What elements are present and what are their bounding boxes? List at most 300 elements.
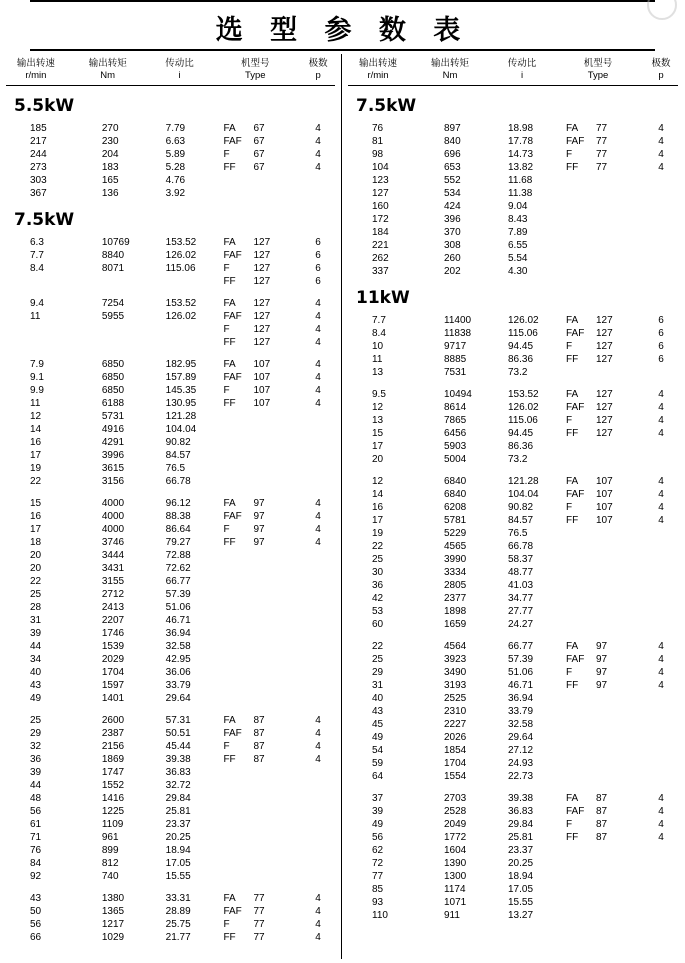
cell-output-torque: 3193 xyxy=(444,679,467,691)
table-row xyxy=(342,870,684,883)
cell-ratio: 36.94 xyxy=(165,627,191,639)
cell-type xyxy=(215,831,295,844)
cell-ratio: 84.57 xyxy=(165,449,191,461)
cell-poles xyxy=(638,440,684,453)
cell-type xyxy=(215,870,295,883)
cell-type xyxy=(558,488,638,501)
cell-poles xyxy=(638,909,684,922)
cell-type-size: 127 xyxy=(596,314,613,326)
cell-type-prefix: FAF xyxy=(566,805,585,817)
cell-type xyxy=(215,692,295,705)
table-row xyxy=(342,909,684,922)
cell-ratio: 57.39 xyxy=(165,588,191,600)
cell-type-prefix: FF xyxy=(223,397,236,409)
cell-type-size: 67 xyxy=(253,161,265,173)
cell-output-torque: 1746 xyxy=(101,627,125,639)
cell-output-torque: 2049 xyxy=(444,818,467,830)
group-spacer xyxy=(0,705,341,714)
cell-output-torque: 552 xyxy=(444,174,461,186)
cell-type xyxy=(215,297,295,310)
cell-ratio: 88.38 xyxy=(165,510,191,522)
cell-output-speed: 98 xyxy=(372,148,384,160)
cell-type-prefix: F xyxy=(566,666,573,678)
cell-output-torque: 2377 xyxy=(444,592,467,604)
cell-poles: 6 xyxy=(315,262,321,274)
cell-output-torque: 2528 xyxy=(444,805,467,817)
cell-type xyxy=(215,475,295,488)
cell-poles xyxy=(295,475,341,488)
table-row xyxy=(0,449,341,462)
cell-output-torque: 270 xyxy=(101,122,119,134)
cell-ratio: 18.98 xyxy=(508,122,534,134)
cell-poles: 4 xyxy=(315,523,321,535)
cell-output-speed: 262 xyxy=(372,252,389,264)
cell-ratio: 153.52 xyxy=(165,297,197,309)
cell-type-prefix: FA xyxy=(223,714,236,726)
cell-type-prefix: FA xyxy=(566,388,579,400)
cell-output-speed: 18 xyxy=(30,536,42,548)
table-row xyxy=(0,931,341,944)
cell-type-size: 77 xyxy=(253,905,265,917)
cell-poles: 4 xyxy=(315,323,321,335)
cell-poles xyxy=(638,883,684,896)
cell-type xyxy=(558,453,638,466)
cell-ratio: 13.27 xyxy=(508,909,534,921)
cell-ratio: 36.83 xyxy=(165,766,191,778)
cell-type-prefix: FF xyxy=(566,831,579,843)
cell-type xyxy=(558,857,638,870)
table-row xyxy=(0,187,341,200)
row-group xyxy=(0,358,341,488)
table-row xyxy=(0,766,341,779)
table-row xyxy=(0,892,341,905)
cell-poles: 4 xyxy=(315,310,321,322)
cell-ratio: 11.68 xyxy=(508,174,533,186)
table-row xyxy=(0,536,341,549)
cell-type xyxy=(215,753,295,766)
cell-output-speed: 77 xyxy=(372,870,384,882)
table-row xyxy=(0,740,341,753)
cell-poles xyxy=(638,540,684,553)
cell-ratio: 39.38 xyxy=(165,753,191,765)
cell-poles xyxy=(638,252,684,265)
table-row xyxy=(342,553,684,566)
cell-type-size: 127 xyxy=(253,336,271,348)
cell-output-speed: 56 xyxy=(30,805,42,817)
table-row xyxy=(342,200,684,213)
cell-output-speed: 25 xyxy=(30,714,42,726)
cell-type xyxy=(215,727,295,740)
cell-output-torque: 6850 xyxy=(101,371,125,383)
cell-type xyxy=(558,692,638,705)
cell-type xyxy=(215,174,295,187)
cell-output-torque: 2227 xyxy=(444,718,467,730)
cell-type xyxy=(558,909,638,922)
power-heading: 11kW xyxy=(356,287,410,308)
cell-poles xyxy=(638,618,684,631)
table-row xyxy=(0,236,341,249)
cell-type xyxy=(215,666,295,679)
table-row xyxy=(342,501,684,514)
right-column-body xyxy=(342,96,684,922)
cell-type-size: 127 xyxy=(253,297,271,309)
table-row xyxy=(342,566,684,579)
cell-output-speed: 221 xyxy=(372,239,389,251)
cell-output-torque: 911 xyxy=(444,909,460,921)
cell-ratio: 182.95 xyxy=(165,358,197,370)
cell-type xyxy=(558,514,638,527)
cell-type-size: 87 xyxy=(253,714,265,726)
cell-type xyxy=(558,844,638,857)
cell-output-torque: 7531 xyxy=(444,366,467,378)
cell-type-size: 67 xyxy=(253,148,265,160)
header-ratio-en: i xyxy=(178,69,181,81)
cell-ratio: 79.27 xyxy=(165,536,191,548)
cell-poles xyxy=(295,653,341,666)
cell-type-size: 77 xyxy=(596,148,608,160)
cell-poles: 4 xyxy=(658,161,664,173)
cell-type-prefix: FAF xyxy=(566,653,585,665)
cell-ratio: 32.58 xyxy=(508,718,534,730)
cell-output-torque: 3996 xyxy=(101,449,125,461)
table-row xyxy=(0,323,341,336)
cell-type xyxy=(558,122,638,135)
cell-output-speed: 14 xyxy=(372,488,384,500)
cell-type-prefix: FA xyxy=(223,236,236,248)
cell-output-speed: 20 xyxy=(30,562,42,574)
cell-type xyxy=(215,601,295,614)
cell-output-speed: 49 xyxy=(372,731,384,743)
cell-output-speed: 62 xyxy=(372,844,384,856)
cell-type-prefix: FF xyxy=(566,161,579,173)
cell-poles xyxy=(638,770,684,783)
cell-type-prefix: FF xyxy=(566,679,579,691)
cell-ratio: 7.89 xyxy=(508,226,528,238)
cell-ratio: 17.78 xyxy=(508,135,534,147)
table-row xyxy=(342,792,684,805)
cell-poles xyxy=(295,818,341,831)
table-row xyxy=(0,792,341,805)
cell-output-torque: 1854 xyxy=(444,744,467,756)
cell-output-speed: 184 xyxy=(372,226,389,238)
cell-ratio: 90.82 xyxy=(508,501,534,513)
cell-poles xyxy=(295,805,341,818)
cell-output-torque: 7865 xyxy=(444,414,467,426)
cell-output-speed: 39 xyxy=(30,627,42,639)
table-row xyxy=(0,870,341,883)
cell-poles xyxy=(638,453,684,466)
cell-output-speed: 20 xyxy=(30,549,42,561)
cell-type-prefix: FAF xyxy=(223,905,242,917)
cell-ratio: 115.06 xyxy=(165,262,196,274)
cell-output-speed: 337 xyxy=(372,265,389,277)
cell-type-size: 87 xyxy=(253,727,265,739)
header-poles-cn: 极数 xyxy=(651,58,671,69)
cell-output-torque: 2026 xyxy=(444,731,467,743)
cell-output-torque: 202 xyxy=(444,265,461,277)
row-group xyxy=(0,892,341,944)
cell-type xyxy=(558,174,638,187)
table-row xyxy=(0,679,341,692)
table-row xyxy=(342,161,684,174)
cell-output-speed: 34 xyxy=(30,653,42,665)
header-poles-en: p xyxy=(315,69,321,81)
table-row xyxy=(342,653,684,666)
right-column xyxy=(342,54,684,959)
table-row xyxy=(0,161,341,174)
cell-type xyxy=(215,844,295,857)
cell-output-speed: 76 xyxy=(372,122,384,134)
cell-poles: 4 xyxy=(315,536,321,548)
cell-poles xyxy=(638,366,684,379)
table-row xyxy=(342,314,684,327)
cell-poles xyxy=(295,601,341,614)
cell-type-prefix: FF xyxy=(223,536,236,548)
cell-type xyxy=(215,122,295,135)
cell-poles: 4 xyxy=(658,514,664,526)
cell-output-speed: 16 xyxy=(30,436,42,448)
table-row xyxy=(0,549,341,562)
cell-output-speed xyxy=(0,323,72,336)
cell-poles: 4 xyxy=(315,931,321,943)
cell-ratio: 39.38 xyxy=(508,792,534,804)
header-poles xyxy=(638,58,684,82)
cell-output-speed: 43 xyxy=(30,679,42,691)
cell-ratio: 36.83 xyxy=(508,805,534,817)
cell-output-speed: 84 xyxy=(30,857,42,869)
cell-ratio: 33.79 xyxy=(165,679,191,691)
cell-poles: 4 xyxy=(658,414,664,426)
cell-type-prefix: FA xyxy=(566,640,579,652)
table-row xyxy=(0,358,341,371)
cell-type-prefix: F xyxy=(566,818,573,830)
cell-type-size: 107 xyxy=(596,501,613,513)
cell-poles xyxy=(638,757,684,770)
cell-output-torque: 1109 xyxy=(101,818,124,830)
cell-ratio: 3.92 xyxy=(165,187,186,199)
row-group xyxy=(342,475,684,631)
cell-output-torque xyxy=(72,323,144,336)
cell-output-torque: 10494 xyxy=(444,388,472,400)
cell-output-speed: 9.5 xyxy=(372,388,386,400)
cell-ratio: 51.06 xyxy=(165,601,191,613)
cell-output-speed: 39 xyxy=(30,766,42,778)
cell-ratio: 51.06 xyxy=(508,666,534,678)
table-row xyxy=(342,640,684,653)
cell-poles xyxy=(295,549,341,562)
cell-ratio: 25.75 xyxy=(165,918,191,930)
table-row xyxy=(342,705,684,718)
cell-type-prefix: FA xyxy=(566,314,579,326)
cell-poles: 4 xyxy=(315,753,321,765)
table-row xyxy=(342,857,684,870)
cell-output-speed: 76 xyxy=(30,844,42,856)
table-row xyxy=(342,514,684,527)
cell-poles xyxy=(638,566,684,579)
cell-output-torque: 4291 xyxy=(101,436,125,448)
cell-output-torque: 1029 xyxy=(101,931,125,943)
cell-type-prefix: F xyxy=(223,262,230,274)
cell-type-prefix: F xyxy=(566,414,573,426)
cell-output-torque: 5229 xyxy=(444,527,467,539)
cell-output-speed: 36 xyxy=(372,579,384,591)
cell-type-size: 87 xyxy=(253,740,265,752)
cell-type xyxy=(558,618,638,631)
cell-type-prefix: FA xyxy=(566,475,579,487)
cell-type xyxy=(558,566,638,579)
header-ratio xyxy=(486,58,558,82)
cell-ratio: 115.06 xyxy=(508,414,538,426)
cell-output-torque: 534 xyxy=(444,187,461,199)
cell-type xyxy=(558,831,638,844)
cell-output-speed: 40 xyxy=(30,666,42,678)
cell-output-speed: 43 xyxy=(372,705,384,717)
cell-type xyxy=(558,757,638,770)
cell-type xyxy=(215,818,295,831)
cell-poles xyxy=(295,423,341,436)
header-torque xyxy=(414,58,486,82)
header-rule-left xyxy=(6,85,335,86)
cell-ratio: 86.64 xyxy=(165,523,191,535)
table-row xyxy=(342,135,684,148)
cell-type xyxy=(558,896,638,909)
cell-poles xyxy=(638,744,684,757)
cell-output-torque: 1898 xyxy=(444,605,467,617)
table-row xyxy=(0,384,341,397)
cell-output-torque: 1704 xyxy=(101,666,125,678)
row-group xyxy=(0,236,341,288)
cell-poles: 4 xyxy=(315,161,321,173)
cell-output-speed: 20 xyxy=(372,453,384,465)
cell-output-torque: 1539 xyxy=(101,640,125,652)
cell-poles xyxy=(638,605,684,618)
table-row xyxy=(0,805,341,818)
table-row xyxy=(342,718,684,731)
cell-ratio xyxy=(144,336,216,349)
header-torque-cn: 输出转矩 xyxy=(88,58,127,69)
table-row xyxy=(342,213,684,226)
cell-output-speed: 49 xyxy=(30,692,42,704)
cell-type xyxy=(558,605,638,618)
cell-output-torque: 1869 xyxy=(101,753,125,765)
table-row xyxy=(342,327,684,340)
cell-output-torque: 2207 xyxy=(101,614,125,626)
cell-output-torque xyxy=(72,275,144,288)
cell-type xyxy=(215,588,295,601)
cell-type xyxy=(215,536,295,549)
cell-type-size: 77 xyxy=(253,892,265,904)
cell-type-prefix: FF xyxy=(566,427,579,439)
cell-output-speed: 43 xyxy=(30,892,42,904)
cell-ratio: 7.79 xyxy=(165,122,186,134)
cell-poles xyxy=(638,705,684,718)
cell-output-torque: 4000 xyxy=(101,510,125,522)
cell-type-prefix: F xyxy=(566,148,573,160)
cell-type xyxy=(558,883,638,896)
table-row xyxy=(342,388,684,401)
cell-type xyxy=(558,414,638,427)
cell-ratio: 25.81 xyxy=(165,805,191,817)
row-group xyxy=(342,388,684,466)
cell-type xyxy=(558,679,638,692)
cell-output-speed: 19 xyxy=(30,462,42,474)
cell-ratio: 157.89 xyxy=(165,371,197,383)
cell-output-speed: 9.4 xyxy=(30,297,44,309)
table-row xyxy=(342,122,684,135)
cell-poles: 4 xyxy=(315,905,321,917)
row-group xyxy=(342,314,684,379)
cell-type xyxy=(558,161,638,174)
cell-output-speed: 28 xyxy=(30,601,42,613)
cell-poles: 4 xyxy=(658,427,664,439)
table-row xyxy=(342,401,684,414)
cell-output-torque: 2712 xyxy=(101,588,125,600)
cell-type-size: 127 xyxy=(596,414,613,426)
cell-output-torque: 6850 xyxy=(101,358,125,370)
cell-poles xyxy=(295,575,341,588)
cell-type-prefix: FAF xyxy=(223,135,242,147)
table-row xyxy=(0,174,341,187)
header-ratio xyxy=(144,58,216,82)
cell-type xyxy=(558,440,638,453)
cell-output-speed: 25 xyxy=(372,653,384,665)
cell-poles xyxy=(295,779,341,792)
cell-type-prefix: FAF xyxy=(223,249,242,261)
cell-ratio: 66.78 xyxy=(508,540,534,552)
table-row xyxy=(0,614,341,627)
cell-output-speed: 32 xyxy=(30,740,42,752)
cell-ratio: 5.89 xyxy=(165,148,186,160)
cell-poles: 6 xyxy=(315,236,321,248)
cell-type xyxy=(558,770,638,783)
cell-output-torque: 5903 xyxy=(444,440,467,452)
table-row xyxy=(0,601,341,614)
cell-output-torque: 5955 xyxy=(101,310,125,322)
cell-type-size: 127 xyxy=(253,275,271,287)
cell-type xyxy=(215,614,295,627)
cell-output-speed: 244 xyxy=(30,148,47,160)
cell-type xyxy=(558,592,638,605)
table-row xyxy=(0,844,341,857)
cell-output-torque: 204 xyxy=(101,148,119,160)
cell-type xyxy=(215,857,295,870)
cell-type-prefix: F xyxy=(223,740,230,752)
cell-type-prefix: FAF xyxy=(566,488,585,500)
cell-poles: 6 xyxy=(658,327,664,339)
cell-ratio: 22.73 xyxy=(508,770,534,782)
cell-type xyxy=(215,640,295,653)
cell-type xyxy=(558,327,638,340)
table-row xyxy=(342,353,684,366)
cell-ratio: 121.28 xyxy=(508,475,539,487)
cell-ratio: 21.77 xyxy=(165,931,191,943)
cell-output-torque: 308 xyxy=(444,239,461,251)
cell-type-size: 87 xyxy=(596,805,608,817)
table-row xyxy=(342,883,684,896)
cell-output-torque: 2600 xyxy=(101,714,125,726)
group-spacer xyxy=(0,488,341,497)
cell-type-prefix: FA xyxy=(223,497,236,509)
cell-poles xyxy=(295,562,341,575)
cell-output-torque: 4565 xyxy=(444,540,467,552)
cell-output-speed: 92 xyxy=(30,870,42,882)
table-row xyxy=(0,753,341,766)
cell-poles xyxy=(295,627,341,640)
cell-ratio: 34.77 xyxy=(508,592,534,604)
cell-output-speed: 60 xyxy=(372,618,384,630)
cell-ratio: 20.25 xyxy=(508,857,534,869)
cell-poles: 4 xyxy=(315,297,321,309)
